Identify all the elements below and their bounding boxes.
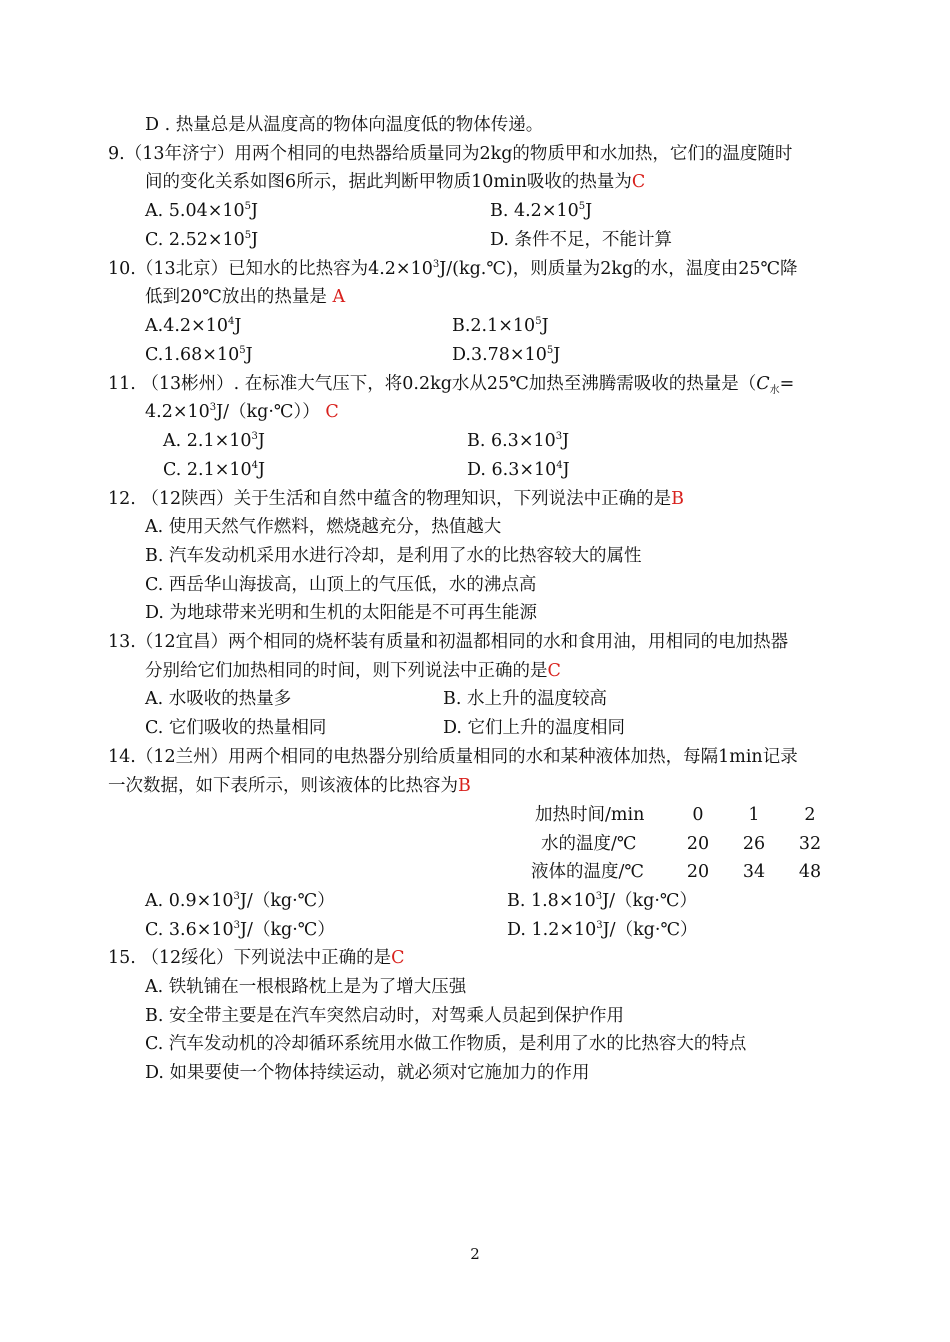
text-c-unit: J <box>258 460 266 480</box>
table-cell: 48 <box>798 862 822 882</box>
text-a-unit: J <box>257 431 265 451</box>
table-cell: 26 <box>742 834 766 854</box>
q15-option-c <box>145 1033 746 1055</box>
text-line1-a: 11. （13彬州）. 在标准大气压下，将0.2kg水从25℃加热至沸腾需吸收的热量是（ <box>108 374 757 394</box>
q15-option-a <box>145 976 466 998</box>
table-cell: 34 <box>742 862 766 882</box>
text-d-pre: D.3.78×10 <box>452 345 547 365</box>
text-d: D. 条件不足，不能计算 <box>490 230 673 250</box>
text-b-unit: J/（kg·℃） <box>602 891 697 911</box>
text-a-unit: J <box>234 316 242 336</box>
q13-stem-line2 <box>145 660 561 682</box>
text-a-pre: A.4.2×10 <box>145 316 228 336</box>
text-d-pre: D. 6.3×10 <box>467 460 557 480</box>
text-b-pre: B. 6.3×10 <box>467 431 556 451</box>
q12-answer: B <box>671 489 685 509</box>
text-b-exp: 5 <box>578 201 586 212</box>
text-line1-a: 10.（13北京）已知水的比热容为4.2×10 <box>108 259 433 279</box>
q10-option-b <box>452 315 549 340</box>
text-a-exp: 3 <box>233 891 240 902</box>
text-c: C. 汽车发动机的冷却循环系统用水做工作物质，是利用了水的比热容大的特点 <box>145 1034 747 1054</box>
text-c-unit: J/（kg·℃） <box>240 920 335 940</box>
table-row-label: 加热时间/min <box>535 805 645 825</box>
text-c: C. 它们吸收的热量相同 <box>145 718 327 738</box>
q13-answer: C <box>547 661 561 681</box>
text-b-pre: B. 4.2×10 <box>490 201 579 221</box>
text-d-pre: D. 1.2×10 <box>507 920 597 940</box>
q11-answer: C <box>325 402 339 422</box>
text-c: C. 西岳华山海拔高，山顶上的气压低，水的沸点高 <box>145 575 537 595</box>
table-cell: 32 <box>798 834 822 854</box>
text-b-unit: J <box>585 201 593 221</box>
q11-stem-line2 <box>145 401 339 426</box>
text-b-pre: B.2.1×10 <box>452 316 536 336</box>
table-cell: 1 <box>748 805 760 825</box>
table-row-label: 液体的温度/℃ <box>531 862 644 882</box>
q11-option-d <box>467 459 570 484</box>
text-a: A. 水吸收的热量多 <box>145 689 292 709</box>
table-cell: 0 <box>692 805 704 825</box>
text-d-exp: 3 <box>596 920 603 931</box>
text-c-exp: 3 <box>233 920 241 931</box>
q12-stem-line1 <box>108 488 684 510</box>
text-b-pre: B. 1.8×10 <box>507 891 596 911</box>
q13-option-c <box>145 717 326 739</box>
text-a-exp: 4 <box>227 316 235 327</box>
text-b-exp: 5 <box>535 316 542 327</box>
text-a-pre: A. 2.1×10 <box>163 431 252 451</box>
q14-option-d <box>507 919 698 944</box>
text-line2-b: J/（kg·℃）） <box>216 402 320 422</box>
text-c-unit: J <box>245 345 253 365</box>
text-d-exp: 4 <box>556 460 563 471</box>
q9-option-a <box>145 200 258 225</box>
text-b-exp: 3 <box>555 431 563 442</box>
q10-stem-line2 <box>145 286 345 308</box>
text-c-exp: 5 <box>244 230 252 241</box>
table-cell: 20 <box>686 862 710 882</box>
text-line1: 14.（12兰州）用两个相同的电热器分别给质量相同的水和某种液体加热，每隔1min记录 <box>108 747 798 767</box>
q13-option-b <box>443 688 607 710</box>
text-line2: 一次数据，如下表所示，则该液体的比热容为 <box>108 776 458 796</box>
text-line1-b: J/(kg.℃)，则质量为2kg的水，温度由25℃降 <box>439 259 798 279</box>
text-b-unit: J <box>562 431 570 451</box>
text-line2: 间的变化关系如图6所示，据此判断甲物质10min吸收的热量为 <box>145 172 632 192</box>
text-a-exp: 5 <box>244 201 252 212</box>
q9-option-d <box>490 229 672 251</box>
q15-stem-line1 <box>108 947 405 969</box>
text-line1: 13.（12宜昌）两个相同的烧杯装有质量和初温都相同的水和食用油，用相同的电加热器 <box>108 632 789 652</box>
q13-stem-line1 <box>108 631 788 653</box>
q14-option-a <box>145 890 335 915</box>
q15-option-d <box>145 1062 590 1084</box>
text-option-d: D . 热量总是从温度高的物体向温度低的物体传递。 <box>145 115 544 135</box>
text-d: D. 为地球带来光明和生机的太阳能是不可再生能源 <box>145 603 538 623</box>
q14-option-c <box>145 919 335 944</box>
text-c-pre: C. 3.6×10 <box>145 920 234 940</box>
q11-option-c <box>163 459 265 484</box>
text-b: B. 汽车发动机采用水进行冷却，是利用了水的比热容较大的属性 <box>145 546 642 566</box>
text-c-pre: C. 2.1×10 <box>163 460 252 480</box>
text-d-unit: J <box>562 460 570 480</box>
text-c-sub: 水 <box>769 385 780 396</box>
text-c-exp: 4 <box>251 460 259 471</box>
q15-option-b <box>145 1005 624 1027</box>
q9-option-c <box>145 229 258 254</box>
q14-stem-line1 <box>108 746 798 768</box>
text-a: A. 使用天然气作燃料，燃烧越充分，热值越大 <box>145 517 502 537</box>
text-a-pre: A. 0.9×10 <box>145 891 234 911</box>
q13-option-a <box>145 688 291 710</box>
text-d-exp: 5 <box>546 345 554 356</box>
text-line2: 低到20℃放出的热量是 <box>145 287 327 307</box>
q10-stem-line1 <box>108 258 798 283</box>
table-cell: 20 <box>686 834 710 854</box>
text-d: D. 它们上升的温度相同 <box>443 718 626 738</box>
text-d: D. 如果要使一个物体持续运动，就必须对它施加力的作用 <box>145 1063 590 1083</box>
q11-stem-line1 <box>108 373 794 398</box>
q9-answer: C <box>631 172 646 192</box>
q11-option-b <box>467 430 569 455</box>
text-a-unit: J <box>251 201 259 221</box>
text-a: A. 铁轨铺在一根根路枕上是为了增大压强 <box>145 977 467 997</box>
text-line1-exp: 3 <box>432 259 440 270</box>
q9-stem-line2 <box>145 171 645 193</box>
q12-option-c <box>145 574 536 596</box>
q10-answer: A <box>332 287 346 307</box>
text-d-unit: J/（kg·℃） <box>602 920 698 940</box>
text-b-unit: J <box>541 316 549 336</box>
table-cell: 2 <box>804 805 816 825</box>
q14-stem-line2 <box>108 775 471 797</box>
text-a-unit: J/（kg·℃） <box>239 891 335 911</box>
text-c-pre: C.1.68×10 <box>145 345 240 365</box>
text-b-exp: 3 <box>595 891 603 902</box>
text-a-exp: 3 <box>251 431 258 442</box>
q12-option-b <box>145 545 641 567</box>
text-d-unit: J <box>553 345 561 365</box>
q9-option-b <box>490 200 592 225</box>
text-a-pre: A. 5.04×10 <box>145 201 245 221</box>
q14-option-b <box>507 890 697 915</box>
text-c-unit: J <box>251 230 259 250</box>
prev-option-d <box>145 114 543 136</box>
text-line2-a: 4.2×10 <box>145 402 210 422</box>
q13-option-d <box>443 717 625 739</box>
text-line1-b: = <box>779 374 795 394</box>
text-c-letter: C <box>756 374 770 394</box>
text-b: B. 水上升的温度较高 <box>443 689 607 709</box>
text-c-exp: 5 <box>239 345 246 356</box>
q10-option-a <box>145 315 241 340</box>
q15-answer: C <box>391 948 405 968</box>
text-c-pre: C. 2.52×10 <box>145 230 245 250</box>
text-line2-exp: 3 <box>209 402 217 413</box>
q14-answer: B <box>458 776 471 796</box>
page-number: 2 <box>470 1245 480 1263</box>
q12-option-d <box>145 602 537 624</box>
text-line1: 9.（13年济宁）用两个相同的电热器给质量同为2kg的物质甲和水加热，它们的温度随时 <box>108 144 793 164</box>
q10-option-d <box>452 344 560 369</box>
q11-option-a <box>163 430 265 455</box>
text-line2: 分别给它们加热相同的时间，则下列说法中正确的是 <box>145 661 548 681</box>
q9-stem-line1 <box>108 143 792 165</box>
q10-option-c <box>145 344 253 369</box>
q12-option-a <box>145 516 501 538</box>
table-row-label: 水的温度/℃ <box>541 834 637 854</box>
text-b: B. 安全带主要是在汽车突然启动时，对驾乘人员起到保护作用 <box>145 1006 624 1026</box>
text-line1: 12. （12陕西）关于生活和自然中蕴含的物理知识，下列说法中正确的是 <box>108 489 672 509</box>
text-line1: 15. （12绥化）下列说法中正确的是 <box>108 948 392 968</box>
